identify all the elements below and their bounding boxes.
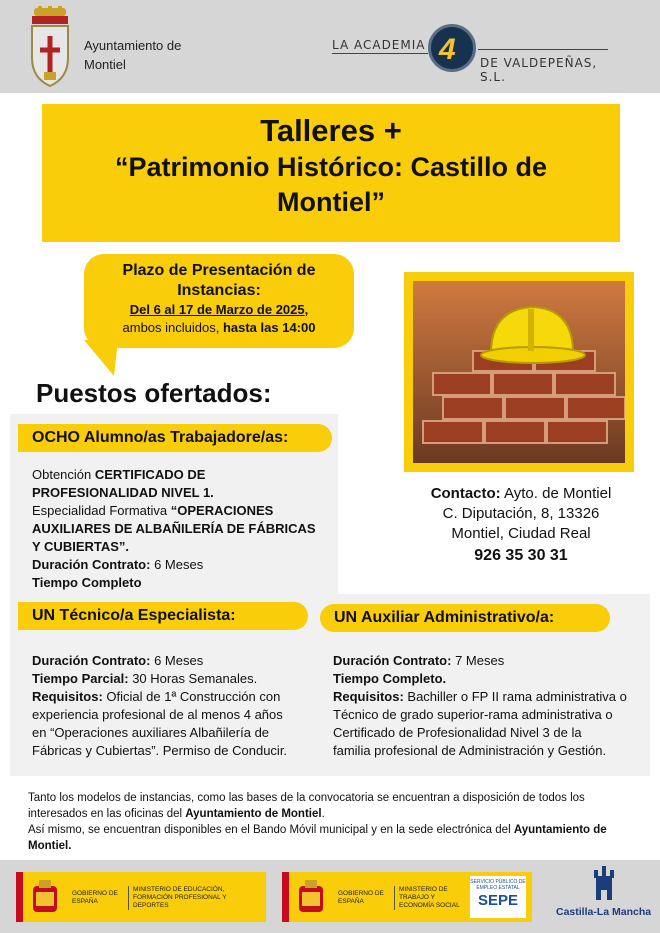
tecnico-l5: en “Operaciones auxiliares Albañilería de	[32, 725, 270, 740]
tecnico-l1a: Duración Contrato:	[32, 653, 151, 668]
auxiliar-l4: Técnico de grado superior-rama administrativa o	[333, 707, 613, 722]
tecnico-pill: UN Técnico/a Especialista:	[18, 602, 308, 630]
ministerio-educacion-label: MINISTERIO DE EDUCACIÓN, FORMACIÓN PROFESIONAL Y DEPORTES	[128, 886, 260, 910]
gobierno-label-1: GOBIERNO DE ESPAÑA	[72, 890, 118, 905]
footnote-l2a: interesados en las oficinas del	[28, 808, 186, 820]
contact-block	[412, 484, 630, 566]
auxiliar-l6: familia profesional de Administración y Gestión.	[333, 743, 607, 758]
construction-photo-frame	[404, 272, 634, 472]
tecnico-l4: experiencia profesional de al menos 4 años	[32, 707, 283, 722]
spain-flag-stripe	[16, 872, 23, 922]
title-line1: Talleres +	[260, 113, 402, 148]
spain-coat-icon	[30, 878, 60, 916]
alumnos-l7: Tiempo Completo	[32, 575, 142, 590]
auxiliar-pill: UN Auxiliar Administrativo/a:	[320, 604, 610, 632]
academia-logo	[332, 22, 622, 84]
contact-name: Ayto. de Montiel	[500, 485, 612, 502]
footnote	[28, 790, 638, 854]
auxiliar-l3b: Bachiller o FP II rama administrativa o	[403, 689, 627, 704]
ministerio-trabajo-logo	[282, 872, 532, 922]
tecnico-l2b: 30 Horas Semanales.	[128, 671, 258, 686]
plazo-detail-b: hasta las 14:00	[219, 320, 316, 335]
ayuntamiento-line1: Ayuntamiento de	[84, 38, 182, 53]
plazo-heading: Plazo de Presentación de Instancias:	[122, 262, 316, 299]
footer-bar	[0, 860, 660, 933]
sepe-logo	[470, 876, 526, 918]
academia-bottom-text: DE VALDEPEÑAS, S.L.	[480, 56, 598, 84]
castilla-la-mancha-label: Castilla-La Mancha	[556, 906, 652, 918]
alumnos-l1a: Obtención	[32, 467, 95, 482]
plazo-bubble	[84, 254, 354, 348]
plazo-comma: ,	[304, 302, 309, 317]
contact-address2: Montiel, Ciudad Real	[451, 525, 591, 542]
footnote-l2b: Ayuntamiento de Montiel	[185, 808, 322, 820]
tecnico-l3a: Requisitos:	[32, 689, 103, 704]
plazo-dates: Del 6 al 17 de Marzo de 2025	[129, 302, 305, 317]
footnote-l2c: .	[321, 808, 325, 820]
ministerio-educacion-logo	[16, 872, 266, 922]
puestos-heading: Puestos ofertados:	[36, 378, 272, 408]
footnote-l3b: Ayuntamiento de	[513, 824, 607, 836]
auxiliar-l1a: Duración Contrato:	[333, 653, 452, 668]
title-line2: “Patrimonio Histórico: Castillo de	[114, 152, 548, 182]
auxiliar-l3a: Requisitos:	[333, 689, 404, 704]
tecnico-l2a: Tiempo Parcial:	[32, 671, 129, 686]
tecnico-l6: Fábricas y Cubiertas”. Permiso de Conducir.	[32, 743, 288, 758]
alumnos-l6b: 6 Meses	[150, 557, 204, 572]
spain-flag-stripe-2	[282, 872, 289, 922]
gobierno-label-2: GOBIERNO DE ESPAÑA	[338, 890, 384, 905]
plazo-detail-a: ambos incluidos,	[122, 320, 220, 335]
academia-rule	[332, 53, 428, 54]
auxiliar-l2: Tiempo Completo.	[333, 671, 447, 686]
footnote-l1: Tanto los modelos de instancias, como las bases de la convocatoria se encuentran a disposición de todos los	[28, 792, 585, 804]
auxiliar-l1b: 7 Meses	[451, 653, 505, 668]
alumnos-pill: OCHO Alumno/as Trabajadore/as:	[18, 424, 332, 452]
tecnico-body	[32, 652, 317, 760]
ayuntamiento-name	[84, 36, 181, 74]
contact-address1: C. Diputación, 8, 13326	[442, 505, 600, 522]
castilla-la-mancha-icon	[590, 866, 618, 902]
construction-photo	[413, 281, 625, 463]
academia-badge-glyph: 4	[439, 33, 456, 66]
contact-phone[interactable]: 926 35 30 31	[474, 547, 568, 564]
alumnos-l5: Y CUBIERTAS”.	[32, 539, 130, 554]
alumnos-l2: PROFESIONALIDAD NIVEL 1.	[32, 485, 214, 500]
ministerio-trabajo-label: MINISTERIO DE TRABAJO Y ECONOMÍA SOCIAL	[394, 886, 464, 910]
tecnico-l3b: Oficial de 1ª Construcción con	[102, 689, 281, 704]
spain-coat-icon-2	[296, 878, 326, 916]
academia-top-text: LA ACADEMIA	[332, 38, 426, 52]
contact-label: Contacto:	[430, 485, 501, 502]
title-line3: Montiel”	[277, 187, 385, 217]
bricks-helmet-illustration	[413, 281, 625, 463]
montiel-coat-of-arms	[28, 6, 72, 88]
academia-rule-right	[478, 49, 608, 50]
sepe-small-label: SERVICIO PÚBLICO DE EMPLEO ESTATAL	[470, 879, 526, 891]
bubble-tail	[84, 340, 120, 378]
alumnos-l3a: Especialidad Formativa	[32, 503, 171, 518]
alumnos-l4: AUXILIARES DE ALBAÑILERÍA DE FÁBRICAS	[32, 521, 316, 536]
auxiliar-body	[333, 652, 648, 760]
auxiliar-l5: Certificado de Profesionalidad Nivel 3 de la	[333, 725, 582, 740]
academia-badge	[428, 24, 476, 72]
ayuntamiento-line2: Montiel	[84, 57, 126, 72]
sepe-label: SEPE	[477, 892, 519, 909]
footnote-l3a: Así mismo, se encuentran disponibles en el Bando Móvil municipal y en la sede electrónica del	[28, 824, 514, 836]
footnote-l4: Montiel.	[28, 840, 72, 852]
alumnos-l3b: “OPERACIONES	[170, 503, 274, 518]
tecnico-l1b: 6 Meses	[150, 653, 204, 668]
alumnos-l1b: CERTIFICADO DE	[94, 467, 206, 482]
alumnos-l6a: Duración Contrato:	[32, 557, 151, 572]
alumnos-body	[32, 466, 332, 592]
title-banner	[42, 104, 620, 242]
